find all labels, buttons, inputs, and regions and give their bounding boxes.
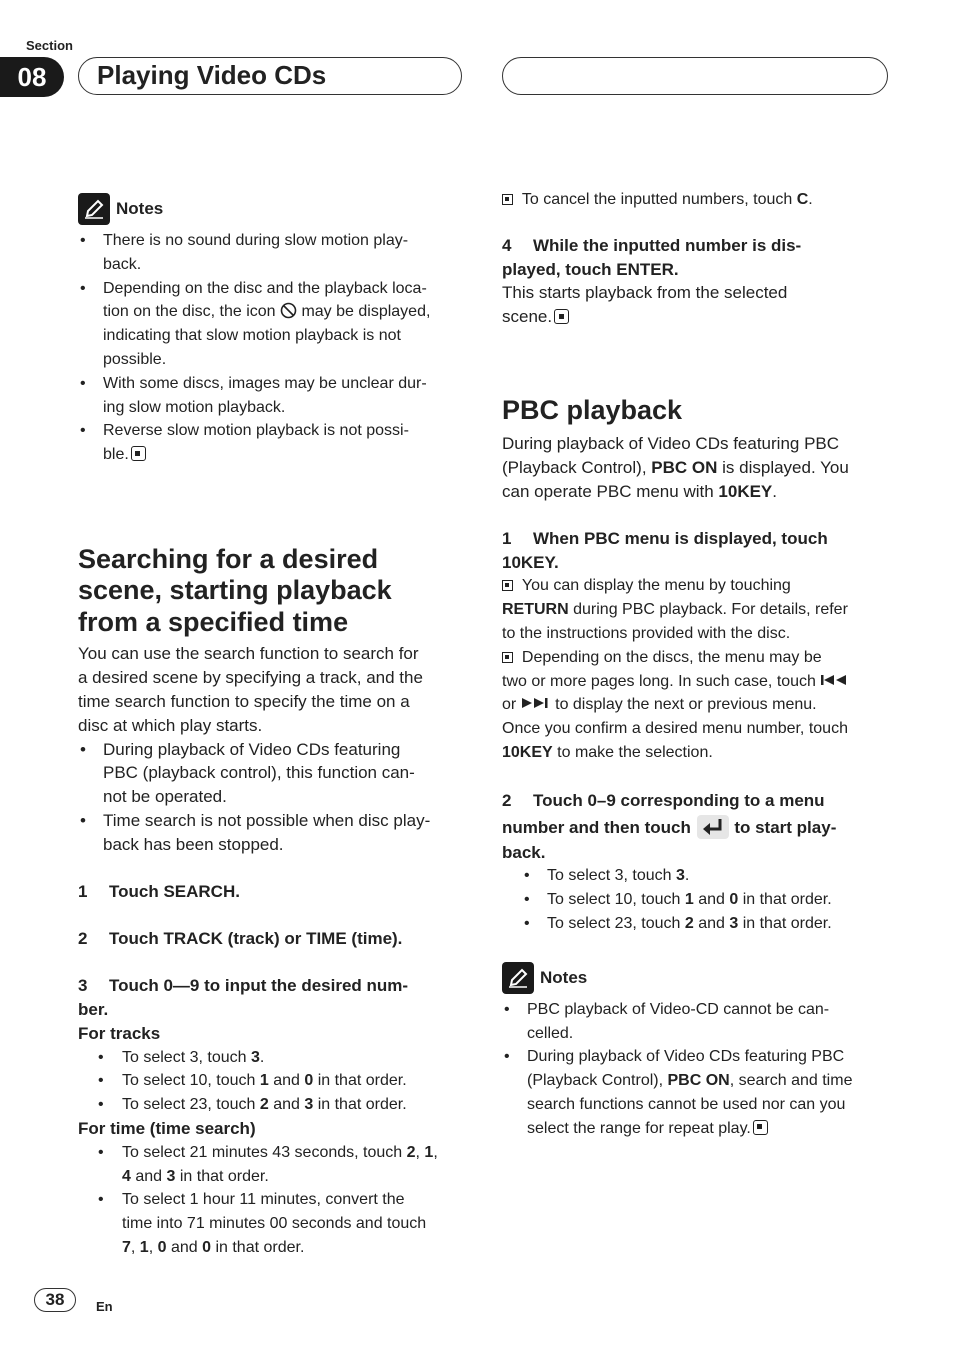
list-item: • Reverse slow motion playback is not possi- ble. — [78, 419, 468, 467]
for-tracks-label: For tracks — [78, 1023, 161, 1043]
prohibited-icon — [280, 303, 297, 320]
notes-list — [78, 229, 468, 467]
section-number-badge: 08 — [0, 57, 64, 97]
end-mark-icon — [131, 446, 146, 461]
pencil-note-icon — [78, 193, 110, 225]
list-item: • To select 23, touch 2 and 3 in that order. — [522, 912, 892, 936]
square-bullet-icon — [502, 652, 513, 663]
step-text: Touch SEARCH. — [109, 881, 240, 901]
notes-heading-text: Notes — [540, 967, 588, 987]
section-heading-pbc: PBC playback — [502, 394, 683, 425]
list-item: • During playback of Video CDs featuring PBC (Playback Control), PBC ON, search and time search functions cannot be used nor can you select the range for repeat play. — [502, 1045, 892, 1140]
language-label: En — [96, 1299, 113, 1314]
search-intro: You can use the search function to search for a desired scene by specifying a track, and the time search function to specify the time on a disc at which play starts. — [78, 644, 423, 735]
list-item: • There is no sound during slow motion play- back. — [78, 229, 468, 277]
pbc-step-2: 2 Touch 0–9 corresponding to a menu number and then touch to start play- back. — [502, 790, 837, 862]
step-3: 3 Touch 0—9 to input the desired num- ber. — [78, 976, 409, 1020]
section-heading-search: Searching for a desired scene, starting playback from a specified time — [78, 543, 392, 637]
pbc-intro: During playback of Video CDs featuring PBC (Playback Control), PBC ON is displayed. You can operate PBC menu with 10KEY. — [502, 434, 849, 502]
step-number: 2 — [78, 929, 88, 949]
end-mark-icon — [753, 1120, 768, 1135]
pencil-note-icon — [502, 962, 534, 994]
header-empty-box — [502, 57, 888, 95]
enter-icon — [696, 818, 730, 837]
step-4-desc: This starts playback from the selected scene. — [502, 283, 788, 327]
section-label: Section — [26, 38, 73, 53]
notes-heading — [78, 192, 468, 226]
list-item: • To select 10, touch 1 and 0 in that order. — [522, 888, 892, 912]
list-item: • With some discs, images may be unclear dur- ing slow motion playback. — [78, 372, 468, 420]
skip-back-icon — [820, 673, 850, 690]
step-text: Touch TRACK (track) or TIME (time). — [109, 929, 403, 949]
search-bullets — [78, 738, 468, 857]
square-bullet-icon — [502, 194, 513, 205]
cancel-note: To cancel the inputted numbers, touch C. — [502, 188, 892, 212]
time-list — [78, 1141, 468, 1260]
end-mark-icon — [554, 309, 569, 324]
list-item: • PBC playback of Video-CD cannot be can- celled. — [502, 998, 892, 1046]
list-item: • To select 3, touch 3. — [122, 1046, 468, 1070]
list-item: • To select 3, touch 3. — [522, 864, 892, 888]
pbc-notes-list — [502, 998, 892, 1141]
step-1 — [78, 880, 468, 904]
step-2 — [78, 927, 468, 951]
page-number: 38 — [34, 1288, 76, 1312]
list-item: • Time search is not possible when disc play- back has been stopped. — [78, 809, 468, 857]
step-number: 1 — [78, 881, 88, 901]
list-item: • Depending on the disc and the playback loca- tion on the disc, the icon may be displayed, indicating that slow motion playback is not possible. — [78, 277, 468, 372]
pbc-note-2: Depending on the discs, the menu may be two or more pages long. In such case, touch or to display the next or previous menu. Once you confirm a desired menu number, touch 10KEY to make the selection. — [502, 646, 892, 765]
list-item: • To select 1 hour 11 minutes, convert the time into 71 minutes 00 seconds and touch 7, 1, 0 and 0 in that order. — [122, 1188, 468, 1259]
left-column — [78, 192, 468, 1260]
tracks-list — [78, 1046, 468, 1117]
list-item: • During playback of Video CDs featuring PBC (playback control), this function can- not be operated. — [78, 738, 468, 809]
pbc-step-1: 1 When PBC menu is displayed, touch 10KEY. — [502, 528, 828, 572]
list-item: • To select 23, touch 2 and 3 in that order. — [122, 1093, 468, 1117]
pbc-note-1: You can display the menu by touching RETURN during PBC playback. For details, refer to the instructions provided with the disc. — [502, 577, 848, 643]
notes-heading-text: Notes — [116, 199, 164, 219]
square-bullet-icon — [502, 580, 513, 591]
list-item: • To select 10, touch 1 and 0 in that order. — [122, 1069, 468, 1093]
pbc-examples — [502, 864, 892, 935]
for-time-label: For time (time search) — [78, 1119, 256, 1139]
skip-forward-icon — [521, 696, 551, 713]
notes-heading — [502, 961, 892, 995]
step-4: 4 While the inputted number is dis- played, touch ENTER. — [502, 235, 802, 279]
page-title: Playing Video CDs — [78, 57, 462, 95]
list-item: • To select 21 minutes 43 seconds, touch 2, 1, 4 and 3 in that order. — [122, 1141, 468, 1189]
right-column — [502, 188, 892, 1141]
